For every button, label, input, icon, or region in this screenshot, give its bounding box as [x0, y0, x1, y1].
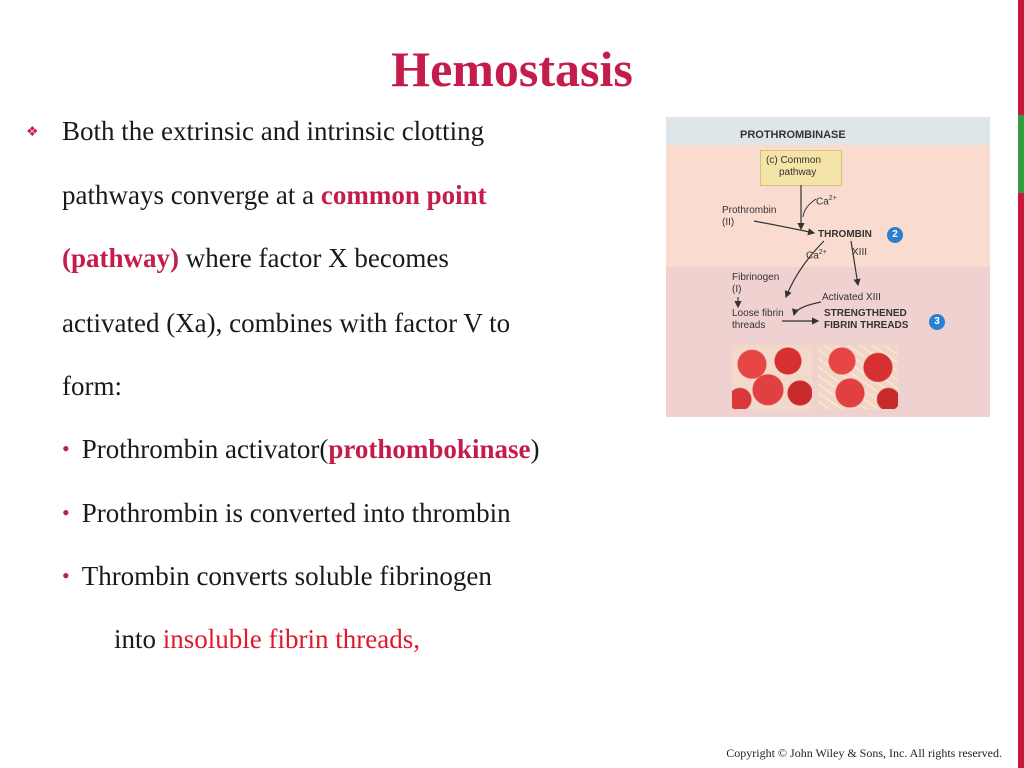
common-point-highlight: common point	[320, 180, 487, 210]
intro-line-3	[62, 243, 449, 274]
prothombokinase-highlight: prothombokinase	[328, 434, 531, 464]
ca-label-1: $Ca^{2+}$	[816, 195, 837, 208]
common-pathway-figure	[666, 117, 990, 417]
bullet-1-post: )	[530, 434, 540, 464]
pathway-highlight: (pathway)	[62, 243, 180, 273]
right-accent-green	[1018, 115, 1024, 193]
xiii-label: XIII	[852, 247, 868, 258]
bullet-3-text: Thrombin converts soluble fibrinogen	[81, 561, 492, 591]
bullet-item-3	[62, 561, 492, 592]
slide-title: Hemostasis	[391, 41, 633, 97]
arrow-prothrombin-to-thrombin	[754, 221, 814, 233]
intro-line-1: Both the extrinsic and intrinsic clotting	[62, 116, 485, 146]
fibrinogen-label: Fibrinogen	[732, 272, 780, 283]
bullet-item-1	[62, 434, 539, 465]
step-3-badge: 3	[929, 314, 945, 330]
box-line-2: pathway	[779, 167, 817, 178]
step-2-badge: 2	[887, 227, 903, 243]
intro-line-2-pre: pathways converge at a	[62, 180, 321, 210]
bullet-dot-icon: •	[62, 563, 70, 588]
intro-line-2	[62, 180, 487, 211]
bullet-dot-icon: •	[62, 436, 70, 461]
loose-fibrin-label-1: Loose fibrin	[732, 308, 784, 319]
bullet-item-3-continued	[114, 624, 420, 655]
diamond-bullet-icon: ❖	[26, 125, 39, 140]
thrombin-label: THROMBIN	[818, 229, 872, 240]
bullet-1-pre: Prothrombin activator(	[81, 434, 329, 464]
intro-line-5: form:	[62, 371, 122, 401]
figure-header-label: PROTHROMBINASE	[740, 129, 846, 141]
arrow-activated-xiii-curve	[794, 302, 821, 315]
box-line-1: (c) Common	[766, 155, 822, 166]
copyright-notice: Copyright © John Wiley & Sons, Inc. All rights reserved.	[726, 746, 1002, 760]
loose-fibrin-label-2: threads	[732, 320, 766, 331]
ca-label-2: $Ca^{2+}$	[806, 249, 827, 262]
red-blood-cells-photo-loose	[732, 345, 812, 409]
bullet-3-cont-pre: into	[114, 624, 163, 654]
bullet-item-2	[62, 498, 511, 529]
fibrinogen-numeral: (I)	[732, 284, 742, 295]
arrow-ca-curve	[803, 199, 816, 217]
activated-xiii-label: Activated XIII	[822, 292, 881, 303]
red-blood-cells-photo-strengthened	[818, 345, 898, 409]
intro-line-4: activated (Xa), combines with factor V to	[62, 308, 511, 338]
bullet-2-text: Prothrombin is converted into thrombin	[81, 498, 511, 528]
prothrombin-label: Prothrombin	[722, 205, 777, 216]
bullet-dot-icon: •	[62, 500, 70, 525]
strengthened-label-2: FIBRIN THREADS	[824, 320, 909, 331]
prothrombin-numeral: (II)	[722, 217, 735, 228]
intro-line-3-post: where factor X becomes	[179, 243, 449, 273]
insoluble-fibrin-highlight: insoluble fibrin threads,	[162, 624, 420, 654]
strengthened-label-1: STRENGTHENED	[824, 308, 907, 319]
